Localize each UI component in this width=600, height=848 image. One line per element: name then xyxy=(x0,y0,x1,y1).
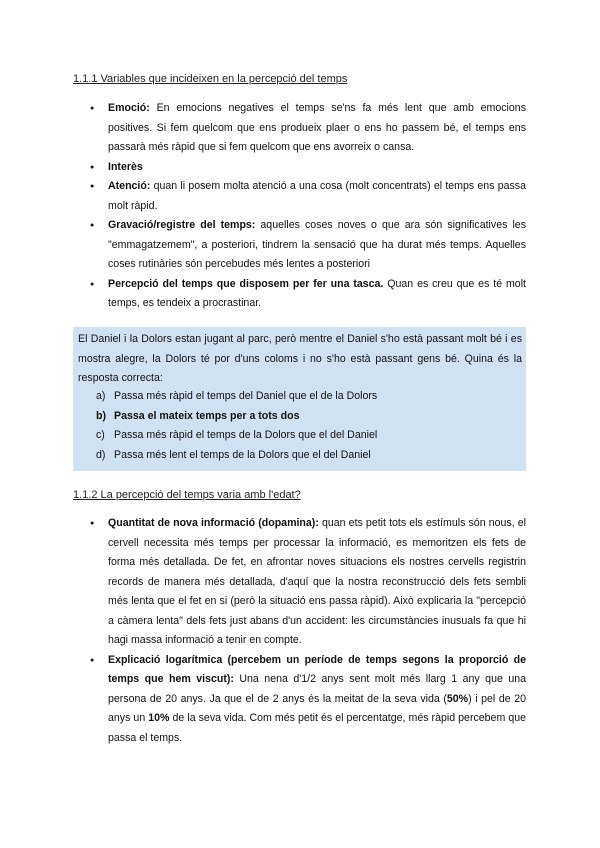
option-text: Passa més ràpid el temps del Daniel que el de la Dolors xyxy=(114,390,378,402)
question-box xyxy=(73,327,526,471)
option-text: Passa més lent el temps de la Dolors que el del Daniel xyxy=(114,448,371,461)
option-letter: b) xyxy=(96,409,106,422)
item-text: Una nena d'1/2 anys sent molt més llarg 1 any que una persona de 20 anys. Ja que el de 2 anys és la meitat de la seva vida ( xyxy=(108,673,527,705)
list-item xyxy=(108,275,526,314)
list-item xyxy=(108,514,526,651)
item-text: En emocions negatives el temps se'ns fa més lent que amb emocions positives. Si fem quelcom que ens produeix plaer o ens ho passem bé, el temps ens passarà més ràpid que si fem quelcom que ens avorreix o cansa. xyxy=(108,102,526,153)
percentage-10: 10% xyxy=(148,712,170,724)
age-list xyxy=(108,514,526,748)
item-text: de la seva vida. Com més petit és el percentatge, més ràpid percebem que passa el temps. xyxy=(108,712,526,744)
item-title: Emoció: xyxy=(108,102,150,114)
list-item xyxy=(108,216,526,275)
answer-option-b xyxy=(96,407,516,427)
item-title: Quantitat de nova informació (dopamina): xyxy=(108,517,319,529)
list-item xyxy=(108,651,526,749)
item-title: Atenció: xyxy=(108,180,151,192)
item-title: Percepció del temps que disposem per fer una tasca. xyxy=(108,277,384,290)
option-text: Passa més ràpid el temps de la Dolors que el del Daniel xyxy=(114,429,378,441)
answer-option-a xyxy=(96,387,516,407)
list-item xyxy=(108,158,526,178)
item-title: Gravació/registre del temps: xyxy=(108,219,256,231)
option-text: Passa el mateix temps per a tots dos xyxy=(114,409,300,422)
item-text: quan ets petit tots els estímuls són nous, el cervell necessita més temps per processar la informació, es memoritzen els fets de forma més detallada. De fet, en afrontar noves situacions els nostres cervells registrin records de manera més detallada, d'aquí que la nostra reconstrucció dels fets sembli més lenta que el fet en si (però la situació ens passa ràpid). Això explicaria la "percepció a càmera lenta" dels fets just abans d'un accident: les circumstàncies inusuals fa que hi hagi massa informació a tenir en compte. xyxy=(108,517,527,646)
answer-options xyxy=(96,387,516,465)
list-item xyxy=(108,177,526,216)
percentage-50: 50% xyxy=(446,692,469,705)
item-text: quan li posem molta atenció a una cosa (molt concentrats) el temps ens passa molt ràpid. xyxy=(108,180,526,212)
item-text: ) i pel de 20 anys un xyxy=(108,692,526,724)
section-heading-variables: 1.1.1 Variables que incideixen en la percepció del temps xyxy=(73,73,348,85)
item-text: aquelles coses noves o que ara són significatives les "emmagatzemem", a posteriori, tindrem la sensació que ha durat més temps. Aquelles coses rutinàries són percebudes més lentes a posteriori xyxy=(108,219,526,270)
question-text: El Daniel i la Dolors estan jugant al parc, però mentre el Daniel s'ho està passant molt bé i es mostra alegre, la Dolors té por d'uns coloms i no s'ho està passant gens bé. Quina és la resposta correcta: xyxy=(78,333,522,384)
item-text: Quan es creu que es té molt temps, es tendeix a procrastinar. xyxy=(108,277,526,309)
option-letter: c) xyxy=(96,429,105,441)
option-letter: d) xyxy=(96,448,106,461)
item-title: Explicació logarítmica (percebem un període de temps segons la proporció de temps que hem viscut): xyxy=(108,653,526,685)
option-letter: a) xyxy=(96,390,106,402)
variables-list xyxy=(108,99,526,314)
section-heading-age: 1.1.2 La percepció del temps varia amb l'edat? xyxy=(73,489,301,501)
answer-option-d xyxy=(96,446,516,466)
list-item xyxy=(108,99,526,158)
answer-option-c xyxy=(96,426,516,446)
item-title: Interès xyxy=(108,160,143,173)
